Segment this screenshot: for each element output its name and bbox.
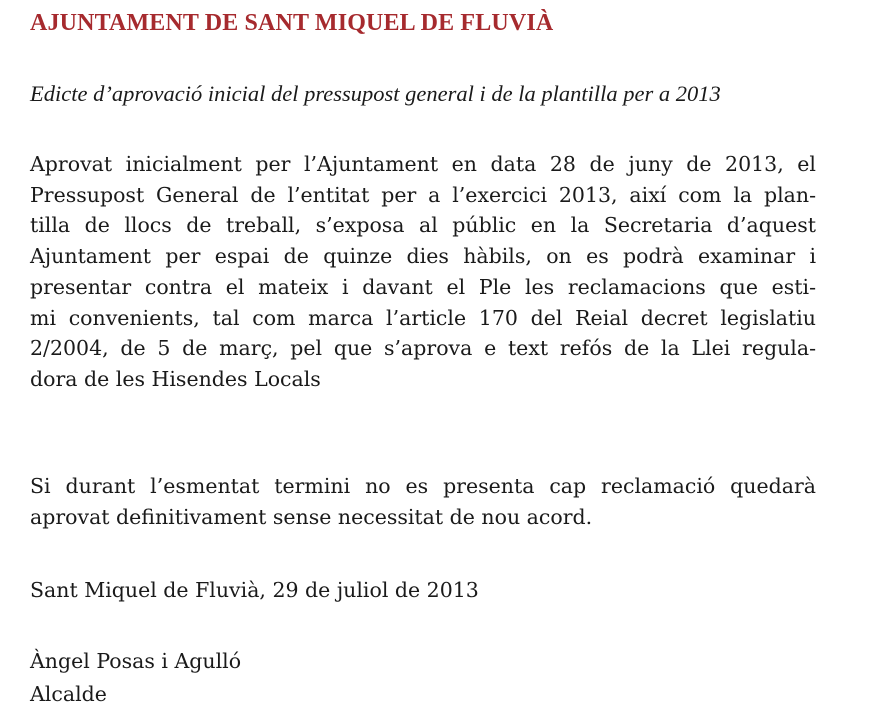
paragraph-line: Si durant l’esmentat termini no es presenta cap reclamació quedarà	[30, 474, 816, 498]
paragraph-line: 2/2004, de 5 de març, pel que s’aprova e text refós de la Llei regula-	[30, 336, 816, 361]
signer-name: Àngel Posas i Agulló	[30, 649, 242, 673]
paragraph-line: tilla de llocs de treball, s’exposa al públic en la Secretaria d’aquest	[30, 213, 816, 238]
paragraph-line: Pressupost General de l’entitat per a l’exercici 2013, així com la plan-	[30, 182, 816, 207]
paragraph-line: Ajuntament per espai de quinze dies hàbils, on es podrà examinar i	[30, 244, 816, 269]
approval-paragraph	[30, 149, 816, 395]
place-date: Sant Miquel de Fluvià, 29 de juliol de 2013	[30, 578, 479, 602]
paragraph-line: presentar contra el mateix i davant el Ple les reclamacions que esti-	[30, 274, 816, 299]
paragraph-line: Aprovat inicialment per l’Ajuntament en data 28 de juny de 2013, el	[30, 152, 816, 176]
signer-role: Alcalde	[30, 682, 107, 706]
paragraph-line: dora de les Hisendes Locals	[30, 366, 321, 391]
page-title: AJUNTAMENT DE SANT MIQUEL DE FLUVIÀ	[30, 10, 554, 36]
edict-subtitle: Edicte d’aprovació inicial del pressupost general i de la plantilla per a 2013	[30, 81, 721, 106]
paragraph-line: aprovat definitivament sense necessitat de nou acord.	[30, 504, 593, 529]
final-approval-paragraph	[30, 471, 816, 532]
paragraph-line: mi convenients, tal com marca l’article 170 del Reial decret legislatiu	[30, 305, 816, 330]
